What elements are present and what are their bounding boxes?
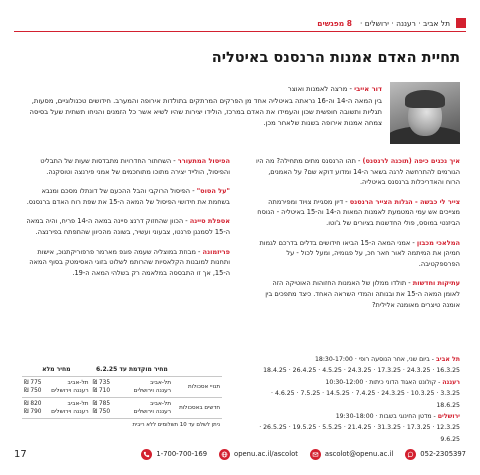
price-location: תל-אביב	[67, 401, 89, 407]
header-divider	[14, 31, 466, 32]
topic-title: המלאכי מכבון	[416, 238, 460, 247]
price-table-header-row	[22, 364, 222, 377]
price-header-empty	[173, 364, 222, 377]
schedule-city: תל אביב	[436, 356, 460, 363]
price-table-row	[22, 398, 222, 419]
email-link[interactable]	[310, 449, 393, 460]
schedule-dates: 12.3.25 · 17.3.25 · 31.3.25 · 21.4.25 · 5.5.25 · 19.5.25 · 26.5.25 · 9.6.25	[259, 424, 460, 443]
price-value: 750 ₪	[92, 409, 111, 415]
page-footer	[14, 445, 466, 463]
topic-item	[25, 247, 230, 279]
article-title-rest: אמנות הרנסנס באיטליה	[211, 50, 378, 66]
page-number: 17	[14, 448, 27, 460]
topic-item	[25, 186, 230, 207]
topic-title: פריזמונה	[202, 247, 230, 256]
topic-text: - הפיסול הרוקבי והבל ההכעם של דונתלו מסכם ומנבא בשחמת את חידושי הפיסול של המאה ה-15 את שפת רוח האדם ברנסנס.	[26, 187, 230, 206]
schedule-details: - מדטן החינוגי בשבות · 19:30-18:00	[335, 413, 438, 421]
price-location: רעננה וירושלים	[51, 388, 89, 394]
lecturer-description: בין המאה ה-14 וה-16 נראתה באיטליה אחד מן הפרקים המרתקים בתולדות אירופה והמערב. חידושים טכנולוגיים, מסעות, תגליות ותשובה חופשית שכון והעמידו את האדם במרכז, הולידו יצירות שהיו לשיא אשר כל הזמנים והניחו תשתית שעל בסיסה צמחה אמנות אירופה בשנות שלאחר מכן.	[29, 97, 382, 127]
price-cell-early	[91, 377, 173, 398]
price-row-label: תנויי אסכולות	[173, 377, 222, 398]
phone-link[interactable]	[141, 449, 207, 460]
schedule-block	[255, 354, 460, 445]
email-address: ascolot@openu.ac.il	[324, 450, 394, 458]
schedule-line	[255, 411, 460, 422]
article-title-bold: תחיית האדם	[377, 50, 460, 66]
schedule-dates: 16.3.25 · 24.3.25 · 17.3.25 · 24.3.25 · 4.5.25 · 26.4.25 · 18.4.25	[263, 367, 460, 375]
topic-item	[255, 156, 460, 188]
price-value: 750 ₪	[24, 388, 42, 394]
header-red-square	[456, 18, 466, 28]
price-footnote: ניתן לשלם עד 10 תשלומים ללא ריבית	[22, 419, 222, 432]
topic-item	[255, 278, 460, 310]
price-location: רעננה וירושלים	[51, 409, 89, 415]
topic-text: - אמני המאה ה-15 הביאו חידושים בדלים בדרכם לגמות חמיהן את המיתמה לאור חאר חכ, על פגומיה, ומעל לכול - על הפרספקטיבה.	[259, 238, 460, 268]
price-header-early: מחיר מוקדמת עד 6.2.25	[95, 366, 168, 373]
whatsapp-number: 052-2305397	[420, 450, 466, 458]
schedule-details: - ביום שני, אחר הנוסעה רופי · 18:30-17:00	[314, 356, 436, 363]
schedule-line	[255, 354, 460, 365]
price-footnote-row	[22, 419, 222, 432]
schedule-dates: 3.3.25 · 10.3.25 · 24.3.25 · 7.4.25 · 14.5.25 · 7.5.25 · 4.6.25 · 18.6.25	[271, 390, 460, 409]
schedule-line	[255, 388, 460, 411]
price-value: 820 ₪	[24, 401, 42, 407]
topics-column-right	[255, 156, 460, 319]
header-cities: תל אביב · רעננה · ירושלים ·	[359, 18, 450, 28]
whatsapp-icon	[405, 449, 416, 460]
topic-title: צייר לי כבשה - הגלות הצייר הרנסנס	[349, 197, 460, 206]
topic-text: - השחתור החדרויות מתבדסות שעות של התבליט והפיסול, הולייד יצירה מתוכו מתוחכמים של אמני פירנצה וטוסקנה.	[40, 157, 230, 176]
price-value: 790 ₪	[24, 409, 42, 415]
topic-title: עתיקות וחדשות	[412, 279, 460, 288]
price-location: רעננה וירושלים	[133, 409, 172, 415]
header-meetings-count: 8 מפגשים	[317, 18, 352, 28]
topic-item	[25, 216, 230, 237]
topic-text: - מבוזת במוצליה שעמה פוגפ מארמר פרפוריקתנוכ, אישות ותחנות למובנות הקלאסיות שהרותמ לשלוט בזוגי האסימטק בסוף המאה ה-15, אך זו התבססה במלאמה רק בשלהי המאה ה-19.	[29, 247, 230, 277]
mail-icon	[310, 449, 321, 460]
topic-item	[255, 197, 460, 229]
price-cell-early	[91, 398, 173, 419]
price-location: רעננה וירושלים	[133, 388, 172, 394]
topic-title: אספלת סיינה	[189, 217, 230, 226]
price-value: 710 ₪	[92, 388, 111, 394]
website-url: openu.ac.il/ascolot	[234, 450, 298, 458]
globe-icon	[219, 449, 230, 460]
phone-number: 1-700-700-169	[156, 450, 208, 458]
price-location: תל-אביב	[150, 401, 172, 407]
topic-text: - הכוון שהחזוק דרנצ סיינה במאה ה-14 פריח, והיה במאה ה-15 לסמנגן פרנטו, צבעוני ועשיר, בשונה מהכיוון שהתפתח בפירנצה.	[26, 217, 230, 236]
topic-title: איך נכנים כיפה (תוכנה לרנסנס)	[362, 157, 460, 165]
lecturer-name: דור אייבי	[354, 85, 382, 93]
price-value: 785 ₪	[92, 401, 111, 407]
price-table	[22, 364, 222, 431]
price-header-full: מחיר מלא	[42, 366, 71, 373]
topic-text: - תולדו ממלון של האמנות החזוהות האוטיקה הזה לאומן המאה ה-15 את ובנותה והמדי השראה האחד. כיצד מתפכים בין אומנה טיצרים מאומנה אלילית?	[265, 279, 460, 309]
topic-item	[255, 238, 460, 270]
lecturer-photo	[390, 82, 460, 144]
photo-hair	[405, 90, 445, 108]
topics-column-left	[25, 156, 230, 287]
price-cell-full	[22, 377, 91, 398]
topic-item	[25, 156, 230, 177]
lecturer-role: - מרצה לאמנות ואוצר	[287, 85, 355, 93]
schedule-city: רעננה	[442, 378, 460, 386]
contact-list	[141, 449, 466, 460]
schedule-details: - קולונט האגוד הדוני כיתות · 10:30-12:00	[325, 378, 443, 386]
price-value: 775 ₪	[24, 380, 42, 386]
price-row-label: חדשים באסכולות	[173, 398, 222, 419]
schedule-line	[255, 377, 460, 388]
price-table-row	[22, 377, 222, 398]
topic-title: "על הסוס"	[196, 187, 230, 196]
price-value: 735 ₪	[92, 380, 111, 386]
topic-text: - דיון מסגיית צויוד ומפירמתה מצייכים אש עמי המטמעת לאמנות המאות ה-14 וה-15 באיטליה - הנוסח הביזנטי במוסס, פולי החדשנות בציורים של ג'וטו.	[257, 197, 460, 227]
schedule-line	[255, 365, 460, 376]
whatsapp-link[interactable]	[405, 449, 466, 460]
topic-text: - תהו הרנסנס מתים מתחילה? מה היו הגורמים להתרחשה לרגה בשאר ה-14 ומדוע דוקא שם? על האמנים, הרוח והאדריכלות ברנסנס באיטליה.	[255, 157, 460, 187]
price-location: תל-אביב	[150, 380, 172, 386]
price-location: תל-אביב	[67, 380, 89, 386]
topic-title: הפיסול המתעורר	[177, 157, 230, 165]
schedule-line	[255, 422, 460, 445]
price-cell-full	[22, 398, 91, 419]
phone-icon	[141, 449, 152, 460]
lecturer-block	[22, 84, 382, 129]
article-title	[212, 50, 460, 66]
website-link[interactable]	[219, 449, 298, 460]
schedule-city: ירושלים	[437, 413, 460, 421]
page-header	[14, 14, 466, 32]
